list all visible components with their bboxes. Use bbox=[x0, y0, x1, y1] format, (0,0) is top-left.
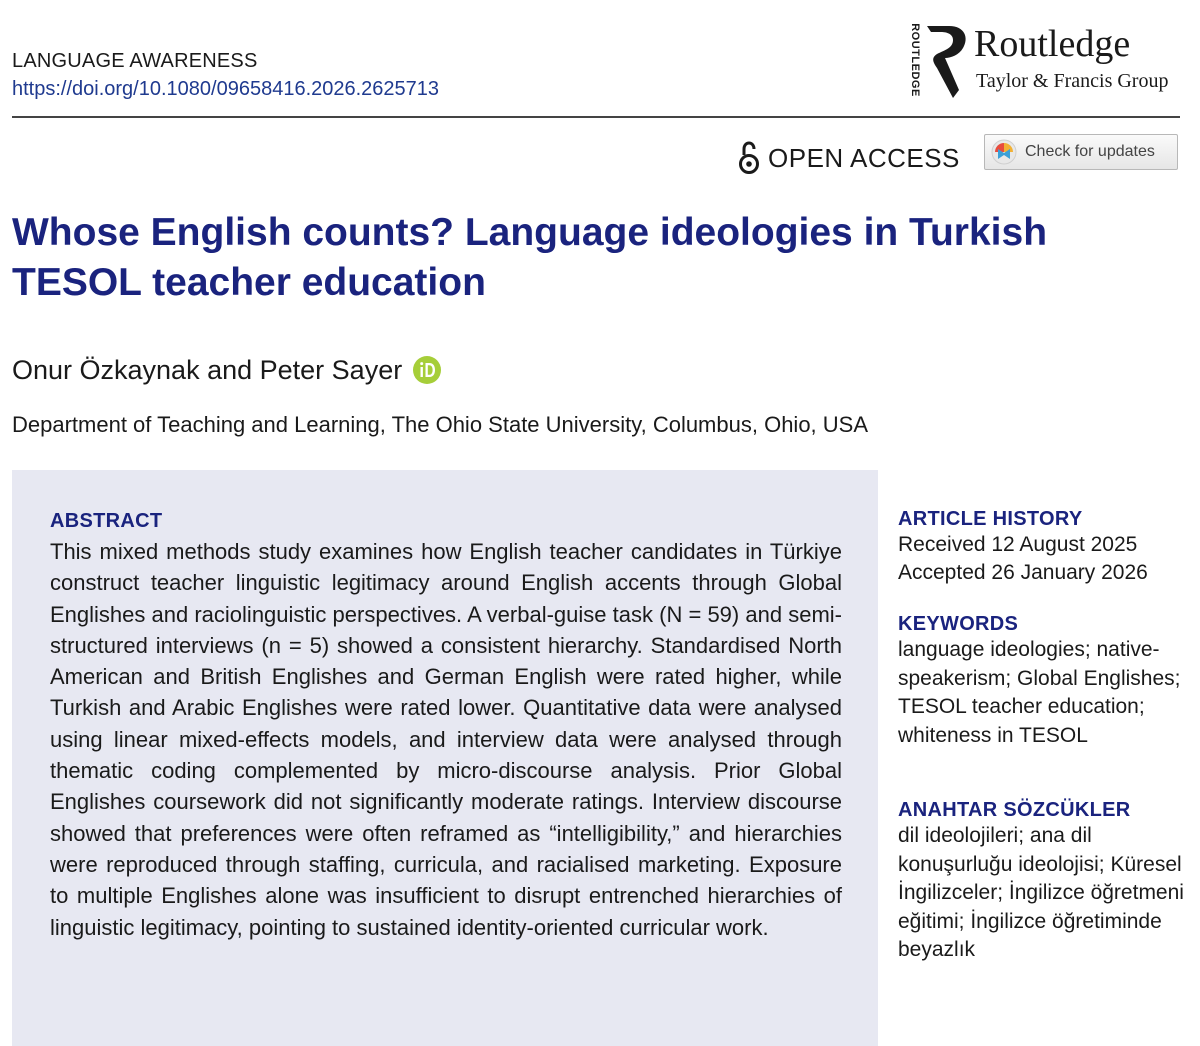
publisher-name: Routledge bbox=[974, 23, 1131, 65]
orcid-icon[interactable] bbox=[412, 355, 442, 385]
journal-name: LANGUAGE AWARENESS bbox=[12, 50, 258, 72]
anahtar-sozcukler bbox=[898, 799, 1190, 965]
header-divider bbox=[12, 116, 1180, 118]
open-lock-icon bbox=[738, 141, 760, 175]
crossmark-icon bbox=[991, 139, 1017, 165]
anahtar-text: dil ideolojileri; ana dil konuşurluğu ideolojisi; Küresel İngilizceler; İngilizce öğretmeni eğitimi; İngilizce öğretiminde beyazlık bbox=[898, 824, 1184, 961]
abstract-box bbox=[12, 470, 878, 1046]
accepted-date: Accepted 26 January 2026 bbox=[898, 561, 1148, 584]
abstract-heading: ABSTRACT bbox=[50, 510, 163, 532]
authors bbox=[12, 352, 442, 388]
keywords-heading: KEYWORDS bbox=[898, 613, 1019, 635]
publisher-group: Taylor & Francis Group bbox=[976, 70, 1169, 92]
doi-link[interactable]: https://doi.org/10.1080/09658416.2026.2625713 bbox=[12, 78, 440, 100]
publisher-vertical-label: ROUTLEDGE bbox=[909, 23, 921, 97]
affiliation: Department of Teaching and Learning, The Ohio State University, Columbus, Ohio, USA bbox=[12, 412, 869, 437]
anahtar-heading: ANAHTAR SÖZCÜKLER bbox=[898, 799, 1131, 821]
article-history bbox=[898, 508, 1190, 587]
article-history-heading: ARTICLE HISTORY bbox=[898, 508, 1083, 530]
keywords bbox=[898, 613, 1190, 750]
received-date: Received 12 August 2025 bbox=[898, 533, 1138, 556]
check-for-updates-button[interactable]: Check for updates bbox=[984, 134, 1178, 170]
open-access-badge: OPEN ACCESS bbox=[738, 140, 960, 176]
article-title: Whose English counts? Language ideologies in Turkish TESOL teacher education bbox=[12, 211, 1048, 304]
publisher-logo bbox=[905, 20, 1190, 100]
author-names[interactable]: Onur Özkaynak and Peter Sayer bbox=[12, 354, 403, 385]
routledge-head-icon bbox=[923, 24, 971, 100]
keywords-text: language ideologies; native-speakerism; Global Englishes; TESOL teacher education; whiteness in TESOL bbox=[898, 638, 1181, 747]
abstract-text: This mixed methods study examines how English teacher candidates in Türkiye construct teacher linguistic legitimacy around English accents through Global Englishes and raciolinguistic perspectives. A verbal-guise task (N = 59) and semi-structured interviews (n = 5) showed a consistent hierarchy. Standardised North American and British Englishes and German English were rated higher, while Turkish and Arabic Englishes were rated lower. Quantitative data were analysed using linear mixed-effects models, and interview data were analysed through thematic coding complemented by micro-discourse analysis. Prior Global Englishes coursework did not significantly moderate ratings. Interview discourse showed that preferences were often reframed as “intelligibility,” and hierarchies were reproduced through staffing, curricula, and racialised marketing. Exposure to multiple Englishes alone was insufficient to disrupt entrenched hierarchies of linguistic legitimacy, pointing to sustained identity-oriented curricular work. bbox=[50, 539, 842, 940]
